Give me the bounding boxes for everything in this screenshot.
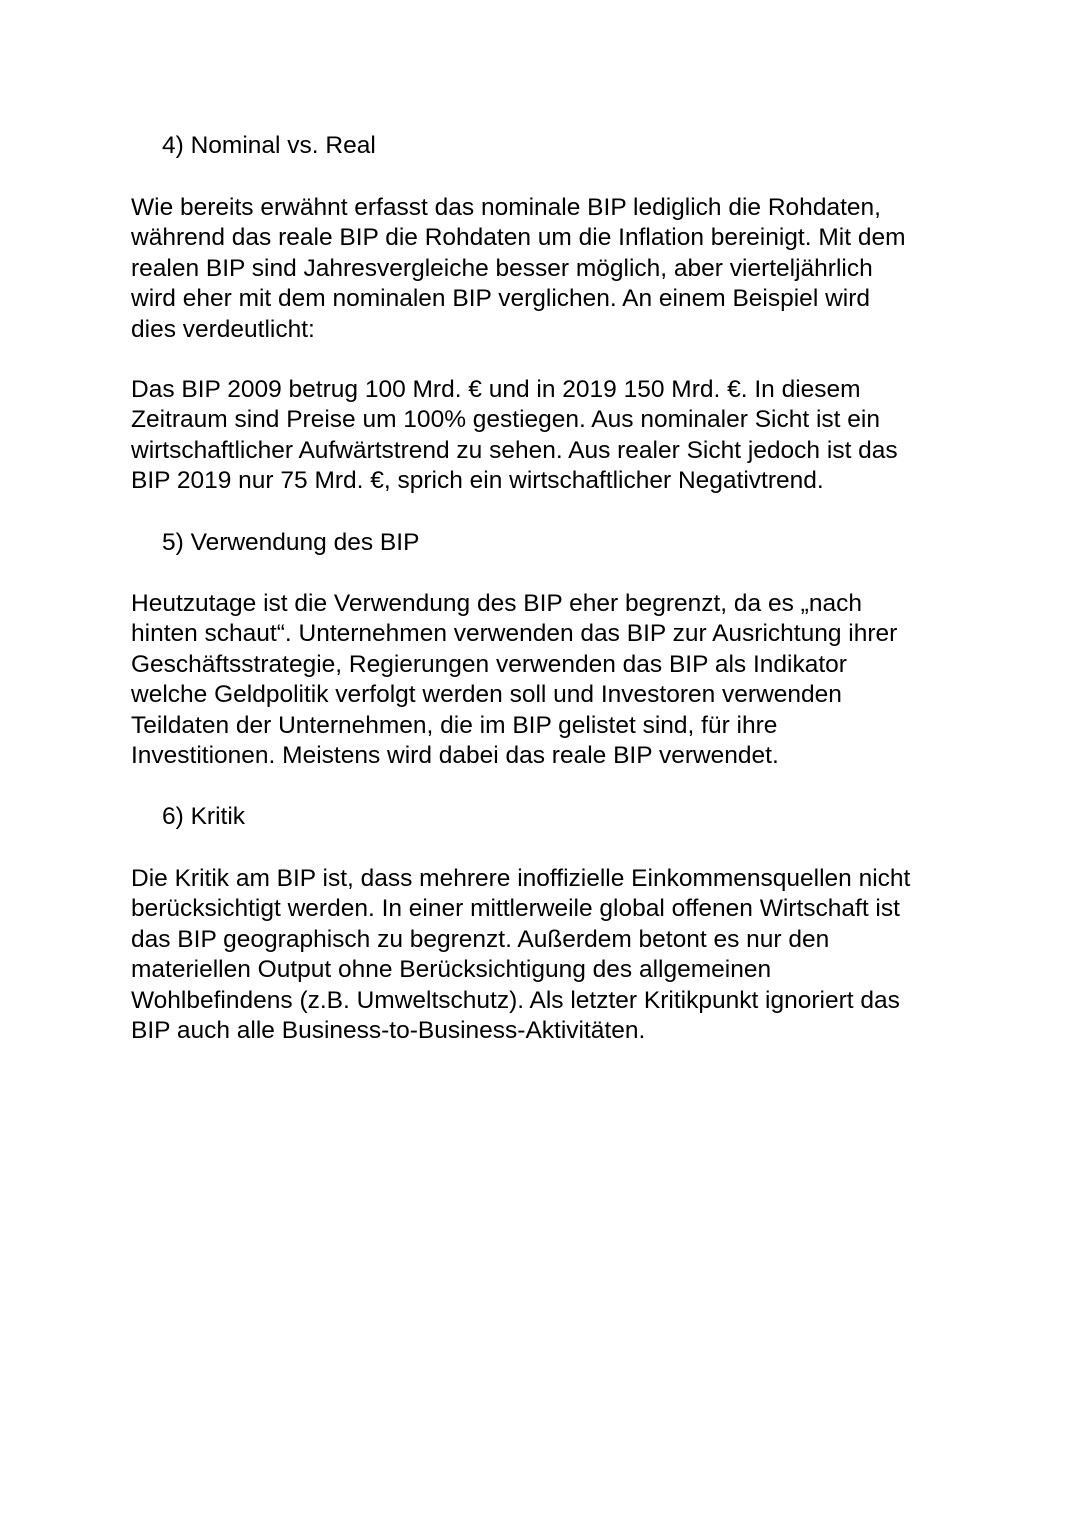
text-line: Zeitraum sind Preise um 100% gestiegen. Aus nominaler Sicht ist ein <box>131 406 880 434</box>
section-heading-nominal-vs-real: 4) Nominal vs. Real <box>162 132 376 159</box>
section-heading-verwendung: 5) Verwendung des BIP <box>162 529 420 556</box>
text-line: berücksichtigt werden. In einer mittlerweile global offenen Wirtschaft ist <box>131 895 900 923</box>
text-line: welche Geldpolitik verfolgt werden soll und Investoren verwenden <box>131 681 842 709</box>
text-line: Die Kritik am BIP ist, dass mehrere inoffizielle Einkommensquellen nicht <box>131 865 911 892</box>
paragraph-nominal-real-example <box>131 375 898 497</box>
text-line: materiellen Output ohne Berücksichtigung des allgemeinen <box>131 956 772 984</box>
paragraph-verwendung <box>131 589 897 771</box>
text-line: BIP 2019 nur 75 Mrd. €, sprich ein wirtschaftlicher Negativtrend. <box>131 467 824 495</box>
text-line: hinten schaut“. Unternehmen verwenden das BIP zur Ausrichtung ihrer <box>131 620 898 648</box>
text-line: dies verdeutlicht: <box>131 315 315 343</box>
text-line: wird eher mit dem nominalen BIP verglichen. An einem Beispiel wird <box>131 285 870 313</box>
text-line: während das reale BIP die Rohdaten um die Inflation bereinigt. Mit dem <box>131 224 906 252</box>
text-line: Wie bereits erwähnt erfasst das nominale BIP lediglich die Rohdaten, <box>131 194 881 221</box>
section-heading-kritik: 6) Kritik <box>162 803 246 830</box>
text-line: realen BIP sind Jahresvergleiche besser möglich, aber vierteljährlich <box>131 254 873 282</box>
paragraph-nominal-real-intro <box>131 193 905 345</box>
paragraph-kritik <box>131 864 910 1046</box>
text-line: Geschäftsstrategie, Regierungen verwenden das BIP als Indikator <box>131 650 847 678</box>
text-line: das BIP geographisch zu begrenzt. Außerdem betont es nur den <box>131 925 830 953</box>
text-line: Wohlbefindens (z.B. Umweltschutz). Als letzter Kritikpunkt ignoriert das <box>131 986 900 1014</box>
text-line: BIP auch alle Business-to-Business-Aktivitäten. <box>131 1017 646 1045</box>
text-line: Investitionen. Meistens wird dabei das reale BIP verwendet. <box>131 742 779 770</box>
text-line: Teildaten der Unternehmen, die im BIP gelistet sind, für ihre <box>131 711 778 739</box>
text-line: wirtschaftlicher Aufwärtstrend zu sehen. Aus realer Sicht jedoch ist das <box>131 436 898 464</box>
text-line: Das BIP 2009 betrug 100 Mrd. € und in 2019 150 Mrd. €. In diesem <box>131 376 861 403</box>
text-line: Heutzutage ist die Verwendung des BIP eher begrenzt, da es „nach <box>131 590 862 617</box>
